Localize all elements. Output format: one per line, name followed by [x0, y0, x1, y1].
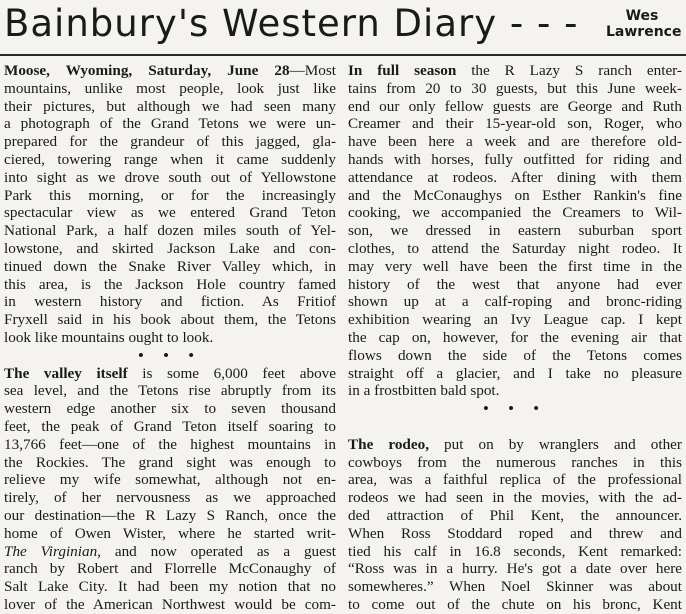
text-line: [4, 489, 336, 507]
paragraph-lead-in: The valley itself: [4, 364, 128, 382]
byline: [606, 8, 682, 40]
line-text: western edge another six to seven thousand: [4, 400, 336, 418]
text-line: [4, 418, 336, 436]
line-text: feet, the peak of Grand Teton itself soaring to: [4, 417, 336, 435]
line-text: home of Owen Wister, where he started writ-: [4, 524, 336, 542]
text-line: [4, 400, 336, 418]
line-text: relieve my wife somewhat, although not en-: [4, 471, 336, 489]
text-line: [4, 329, 336, 347]
paragraph-gap: [348, 418, 682, 436]
line-text: is some 6,000 feet above: [127, 364, 336, 382]
text-line: [4, 62, 336, 80]
text-line: [4, 80, 336, 98]
line-text: tains from 20 to 30 guests, but this June week-: [348, 79, 682, 97]
line-text: ciered, towering range when it came suddenly: [4, 150, 336, 168]
line-text: put on by wranglers and other: [429, 435, 682, 453]
text-line: [348, 98, 682, 116]
text-line: [348, 454, 682, 472]
text-line: [348, 187, 682, 205]
text-line: [348, 436, 682, 454]
text-line: [348, 578, 682, 596]
line-text: the R Lazy S ranch enter-: [456, 62, 682, 79]
text-line: [4, 365, 336, 383]
byline-first-name: Wes: [625, 8, 659, 24]
byline-last-name: Lawrence: [606, 24, 682, 40]
line-text: exhibition wearing an Ivy League cap. I kept: [348, 311, 682, 329]
section-divider-dots: • • •: [138, 346, 202, 364]
text-line: [348, 347, 682, 365]
text-line: [4, 543, 336, 561]
line-text: to come out of the chute on his bronc, Kent: [348, 595, 682, 613]
line-text: into sight as we drove south out of Yellowstone: [4, 168, 336, 186]
text-line: [348, 382, 682, 400]
headline: Bainbury's Western Diary - - -: [4, 2, 579, 45]
line-text: and now operated as a guest: [100, 542, 336, 560]
text-line: [4, 258, 336, 276]
text-line: [4, 471, 336, 489]
text-line: [348, 543, 682, 561]
headline-rule: [0, 54, 686, 56]
text-line: [348, 169, 682, 187]
line-text: the Rockies. The grand sight was enough to: [4, 453, 336, 471]
line-text: Salt Lake City. It had been my notion that no: [4, 578, 336, 596]
right-column: [348, 62, 682, 614]
line-text: ded attraction of Phil Kent, the announcer.: [348, 506, 682, 524]
line-text: cooking, we accompanied the Creamers to Wil-: [348, 204, 682, 222]
text-line: [348, 560, 682, 578]
text-line: [4, 596, 336, 614]
line-text: Park this morning, or for the increasingly: [4, 186, 336, 204]
text-line: [4, 98, 336, 116]
text-line: [4, 293, 336, 311]
line-text: clothes, to attend the Saturday night rodeo. It: [348, 239, 682, 257]
line-text: tied his calf in 16.8 seconds, Kent remarked:: [348, 542, 682, 560]
text-line: [4, 525, 336, 543]
line-text: their pictures, but although we had seen many: [4, 97, 336, 115]
text-line: [348, 115, 682, 133]
text-line: [4, 578, 336, 596]
line-text: “Ross was in a hurry. He's got a date over here: [348, 560, 682, 578]
line-text: —Most: [289, 62, 336, 79]
text-line: [4, 507, 336, 525]
line-text: son, we dressed in eastern suburban sport: [348, 222, 682, 240]
line-text: mountains, unlike most people, look just like: [4, 79, 336, 97]
line-text: straight off a glacier, and I take no pleasure: [348, 364, 682, 382]
text-line: [348, 596, 682, 614]
text-line: [348, 525, 682, 543]
line-text: have been here a week and are therefore old-: [348, 133, 682, 151]
text-line: [348, 329, 682, 347]
line-text: prepared for the grandeur of this jagged, gla-: [4, 133, 336, 151]
text-line: [348, 222, 682, 240]
line-text: our destination—the R Lazy S Ranch, once the: [4, 506, 336, 524]
line-text: 13,766 feet—one of the highest mountains in: [4, 435, 336, 453]
line-text: in a frostbitten bald spot.: [348, 382, 500, 400]
line-text: cowboys from the numerous ranches in this: [348, 453, 682, 471]
text-line: [4, 133, 336, 151]
left-column: [4, 62, 336, 614]
line-text: tirely, of her nervousness as we approached: [4, 489, 336, 507]
line-text: this area, is the Jackson Hole country famed: [4, 275, 336, 293]
text-line: [4, 436, 336, 454]
text-line: [4, 151, 336, 169]
text-line: [4, 204, 336, 222]
line-text: ranch by Robert and Florrelle McConaughy of: [4, 560, 336, 578]
line-text: area, was a faithful replica of the professional: [348, 471, 682, 489]
text-line: [348, 133, 682, 151]
line-text: Creamer and their 15-year-old son, Roger, who: [348, 115, 682, 133]
text-line: [4, 454, 336, 472]
text-line: [348, 293, 682, 311]
line-text: rodeos we had seen in the movies, with the ad-: [348, 489, 682, 507]
line-text: may very well have been the first time in the: [348, 257, 682, 275]
text-line: [348, 204, 682, 222]
paragraph-lead-in: Moose, Wyoming, Saturday, June 28: [4, 62, 290, 79]
text-line: [4, 187, 336, 205]
text-line: [348, 62, 682, 80]
line-text: lover of the American Northwest would be com-: [4, 595, 336, 613]
line-text: and the McConaughys on Esther Rankin's fine: [348, 186, 682, 204]
line-text: lowstone, and skirted Jackson Lake and con-: [4, 239, 336, 257]
section-divider-dots: • • •: [483, 400, 547, 418]
line-text: a photograph of the Grand Tetons we were un-: [4, 115, 336, 133]
line-text: look like mountains ought to look.: [4, 328, 214, 346]
text-line: [348, 151, 682, 169]
text-line: [4, 311, 336, 329]
text-line: [4, 276, 336, 294]
book-title: The Virginian,: [4, 542, 101, 560]
paragraph-lead-in: In full season: [348, 62, 457, 79]
text-line: [4, 382, 336, 400]
line-text: When Ross Stoddard roped and threw and: [348, 524, 682, 542]
line-text: in western history and fiction. As Fritiof: [4, 293, 336, 311]
text-line: [348, 471, 682, 489]
text-line: [348, 507, 682, 525]
text-line: [4, 222, 336, 240]
text-line: [348, 489, 682, 507]
line-text: tinued down the Snake River Valley which, in: [4, 257, 336, 275]
line-text: Fryxell said in his book about them, the Tetons: [4, 311, 336, 329]
text-line: [348, 80, 682, 98]
line-text: the cap on, however, for the evening air that: [348, 328, 682, 346]
line-text: sea level, and the Tetons rise abruptly from its: [4, 382, 336, 400]
text-line: [348, 240, 682, 258]
text-line: [348, 258, 682, 276]
text-line: [4, 115, 336, 133]
text-line: [4, 169, 336, 187]
line-text: history of the west that anyone had ever: [348, 275, 682, 293]
line-text: shown up at a calf-roping and bronc-riding: [348, 293, 682, 311]
paragraph-lead-in: The rodeo,: [348, 435, 429, 453]
line-text: hands with horses, fully outfitted for riding and: [348, 150, 682, 168]
line-text: somewheres.” When Noel Skinner was about: [348, 578, 682, 596]
line-text: flows down the side of the Tetons comes: [348, 346, 682, 364]
line-text: attendance at rodeos. After dining with them: [348, 168, 682, 186]
text-line: [348, 276, 682, 294]
text-line: [348, 365, 682, 383]
line-text: National Park, a half dozen miles south of Yel-: [4, 222, 336, 240]
text-line: [348, 311, 682, 329]
text-line: [4, 240, 336, 258]
line-text: spectacular view as we entered Grand Teton: [4, 204, 336, 222]
line-text: end our only fellow guests are George and Ruth: [348, 97, 682, 115]
text-line: [4, 560, 336, 578]
